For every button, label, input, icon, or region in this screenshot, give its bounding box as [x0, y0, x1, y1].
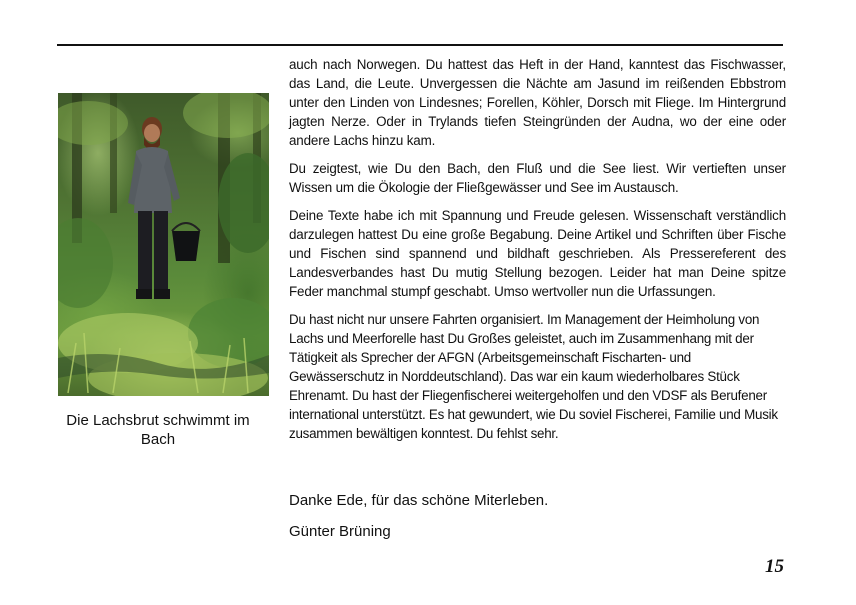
body-text [289, 55, 786, 452]
paragraph-1: auch nach Norwegen. Du hattest das Heft in der Hand, kanntest das Fischwasser, das Land, die Leute. Unvergessen die Nächte am Jasund im reißenden Ebbstrom unter den Linden von Lindesnes; Forellen, Köhler, Dorsch mit Fliege. Im Hintergrund jagten Nerze. Oder in Trylands tiefen Steingründen der Audna, wo der eine oder andere Lachs hinzu kam. [289, 57, 786, 148]
signature: Günter Brüning [289, 523, 391, 540]
forest-stream-photo [58, 93, 269, 396]
paragraph-4: Du hast nicht nur unsere Fahrten organisiert. Im Management der Heimholung von Lachs und Meerforelle hast Du Großes geleistet, auch im Zusammenhang mit der Tätigkeit als Sprecher der AFGN (Arbeitsgemeinschaft Fischarten- und Gewässerschutz in Norddeutschland). Das war ein kaum wiederholbares Stück Ehrenamt. Du hast der Fliegenfischerei weitergeholfen und den VDSF als Berufener international unterstützt. Es hat gewundert, wie Du soviel Fischerei, Familie und Musik zusammen bewältigen konntest. Du fehlst sehr. [289, 312, 778, 441]
paragraph-2: Du zeigtest, wie Du den Bach, den Fluß und die See liest. Wir vertieften unser Wissen um die Ökologie der Fließgewässer und See im Austausch. [289, 161, 786, 195]
top-rule [57, 44, 783, 46]
paragraph-3: Deine Texte habe ich mit Spannung und Freude gelesen. Wissenschaft verständlich darzulegen hattest Du eine große Begabung. Deine Artikel und Schriften über Fische und Fischen sind spannend und bildhaft geschrieben. Als Pressereferent des Landesverbandes hast Du mutig Stellung bezogen. Leider hat man Deine spitze Feder manchmal stumpf geschabt. Umso wertvoller nun die Urfassungen. [289, 208, 786, 299]
photo-caption: Die Lachsbrut schwimmt im Bach [66, 412, 250, 448]
closing-line: Danke Ede, für das schöne Miterleben. [289, 492, 549, 509]
page-number: 15 [765, 556, 784, 577]
photo-illustration [58, 93, 269, 396]
